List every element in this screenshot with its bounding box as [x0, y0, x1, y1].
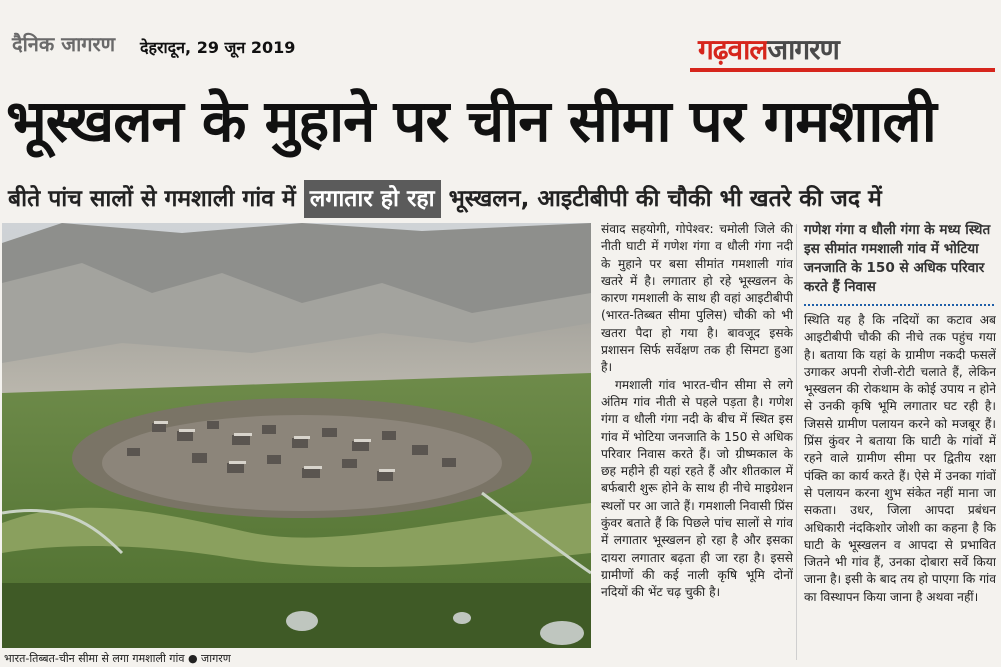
subheadline — [8, 180, 998, 218]
article-paragraph: गमशाली गांव भारत-चीन सीमा से लगे अंतिम गांव नीती से पहले पड़ता है। गणेश गंगा व धौली गंगा नदी के बीच में स्थित इस गांव में भोटिया जनजाति के 150 से अधिक परिवार निवास करते हैं। जो ग्रीष्मकाल के छह महीने ही यहां रहते हैं और शीतकाल में बर्फबारी शुरू होने के साथ ही नीचे माइग्रेशन स्थलों पर आ जाते हैं। गमशाली निवासी प्रिंस कुंवर बताते हैं कि पिछले पांच सालों से गांव में लगातार भूस्खलन हो रहा है और इसका दायरा लगातार बढ़ता ही जा रहा है। इससे ग्रामीणों की कई नाली कृषि भूमि दोनों नदियों की भेंट चढ़ चुकी है। — [601, 377, 793, 600]
article-paragraph: स्थिति यह है कि नदियों का कटाव अब आइटीबीपी चौकी की नीचे तक पहुंच गया है। बताया कि यहां के ग्रामीण नकदी फसलें उगाकर अपनी रोजी-रोटी चलाते हैं, लेकिन भूस्खलन की रोकथाम के कोई उपाय न होने से उनकी कृषि भूमि लगातार घट रही है। जिससे ग्रामीण पलायन करने को मजबूर हैं। प्रिंस कुंवर ने बताया कि घाटी के गांवों में रहने वाले ग्रामीण सीमा पर द्वितीय रक्षा पंक्ति का कार्य करते हैं। ऐसे में उनका गांवों से पलायन करना शुभ संकेत नहीं माना जा सकता। उधर, जिला आपदा प्रबंधन अधिकारी नंदकिशोर जोशी का कहना है कि घाटी के भूस्खलन व आपदा से प्रभावित जितने भी गांव हैं, उनका दोबारा सर्वे किया जाना है। इसी के बाद तय हो पाएगा कि गांव का विस्थापन किया जाना है अथवा नहीं। — [804, 313, 996, 604]
photo-caption: भारत-तिब्बत-चीन सीमा से लगा गमशाली गांव ● जागरण — [4, 652, 231, 665]
edition-logo-part2: जागरण — [767, 33, 839, 66]
masthead — [0, 0, 1001, 68]
edition-logo — [698, 30, 839, 68]
subhead-part1: बीते पांच सालों से गमशाली गांव में — [8, 186, 296, 212]
pull-quote-rule — [804, 304, 994, 306]
article-paragraph: संवाद सहयोगी, गोपेश्वर: चमोली जिले की नीती घाटी में गणेश गंगा व धौली गंगा नदी के मुहाने पर बसा सीमांत गमशाली गांव खतरे में है। लगातार हो रहे भूस्खलन के कारण गमशाली के साथ ही वहां आइटीबीपी (भारत-तिब्बत सीमा पुलिस) चौकी को भी खतरा पैदा हो गया है। बावजूद इसके प्रशासन सिर्फ सर्वेक्षण तक ही सिमटा हुआ है। — [601, 222, 793, 375]
newspaper-name: दैनिक जागरण — [12, 32, 116, 56]
article-column-1 — [601, 221, 793, 661]
village-photo — [2, 223, 591, 648]
edition-logo-part1: गढ़वाल — [698, 33, 768, 66]
pull-quote: गणेश गंगा व धौली गंगा के मध्य स्थित इस सीमांत गमशाली गांव में भोटिया जनजाति के 150 से अधिक परिवार करते हैं निवास — [804, 222, 991, 295]
subhead-part2: भूस्खलन, आइटीबीपी की चौकी भी खतरे की जद में — [448, 186, 882, 212]
column-divider — [796, 224, 797, 660]
date-line: देहरादून, 29 जून 2019 — [140, 38, 296, 57]
headline: भूस्खलन के मुहाने पर चीन सीमा पर गमशाली — [6, 87, 936, 155]
article-column-2 — [804, 312, 996, 662]
subhead-highlight: लगातार हो रहा — [304, 180, 441, 218]
edition-rule — [690, 68, 995, 72]
